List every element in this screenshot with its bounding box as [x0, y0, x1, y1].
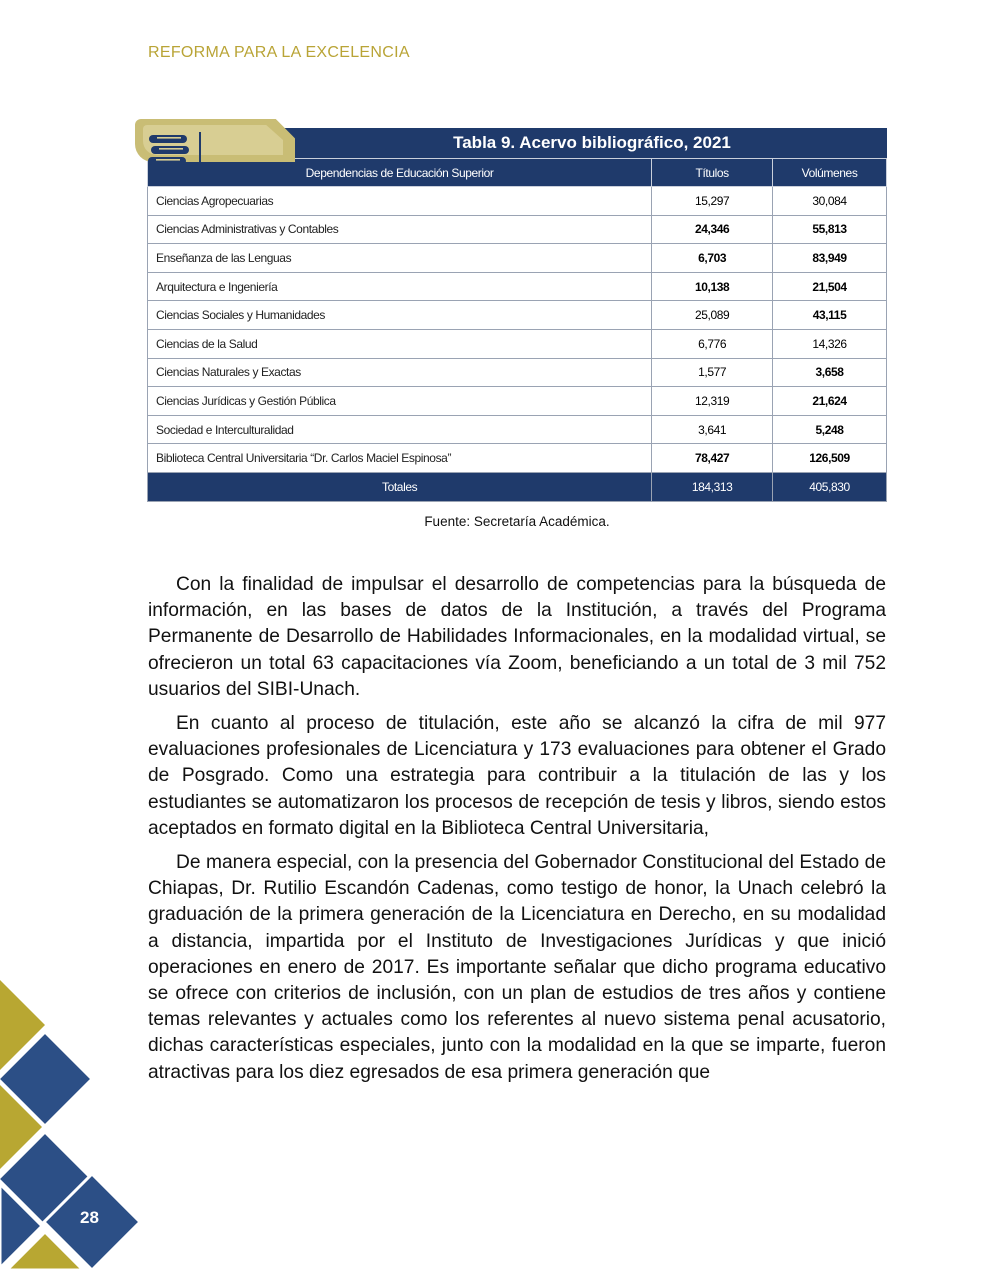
body-text — [148, 572, 886, 1094]
table-row — [148, 444, 887, 473]
table-row — [148, 215, 887, 244]
column-header-dependencias: Dependencias de Educación Superior — [148, 159, 652, 187]
table-row — [148, 358, 887, 387]
totals-label-cell: Totales — [148, 472, 652, 501]
table-header-row — [148, 159, 887, 187]
running-header: REFORMA PARA LA EXCELENCIA — [148, 44, 410, 61]
volumenes-cell: 21,504 — [773, 272, 887, 301]
titulos-cell: 10,138 — [652, 272, 773, 301]
titulos-cell: 25,089 — [652, 301, 773, 330]
paragraph: En cuanto al proceso de titulación, este año se alcanzó la cifra de mil 977 evaluaciones profesionales de Licenciatura y 173 evaluaciones para obtener el Grado de Posgrado. Como una estrategia para contribuir a la titulación de las y los estudiantes se automatizaron los procesos de recepción de tesis y libros, siendo estos aceptados en formato digital en la Biblioteca Central Universitaria, — [148, 713, 886, 839]
totals-titulos-cell: 184,313 — [652, 472, 773, 501]
volumenes-cell: 55,813 — [773, 215, 887, 244]
table-row — [148, 272, 887, 301]
table-source: Fuente: Secretaría Académica. — [424, 514, 610, 529]
volumenes-cell: 43,115 — [773, 301, 887, 330]
table-row — [148, 329, 887, 358]
volumenes-cell: 5,248 — [773, 415, 887, 444]
table-title-bar — [147, 128, 887, 158]
bibliographic-table — [147, 158, 887, 502]
titulos-cell: 6,776 — [652, 329, 773, 358]
titulos-cell: 15,297 — [652, 187, 773, 216]
volumenes-cell: 14,326 — [773, 329, 887, 358]
bibliographic-table-block — [147, 128, 887, 502]
paragraph: De manera especial, con la presencia del Gobernador Constitucional del Estado de Chiapas, Dr. Rutilio Escandón Cadenas, como testigo de honor, la Unach celebró la graduación de la primera generación de la Licenciatura en Derecho, en su modalidad a distancia, impartida por el Instituto de Investigaciones Jurídicas y que inició operaciones en enero de 2017. Es importante señalar que dicho programa educativo se ofrece con criterios de inclusión, con un plan de estudios de tres años y contiene temas relevantes y actuales como los referentes al nuevo sistema penal acusatorio, dichas características especiales, junto con la modalidad en la que se imparte, fueron atractivas para los diez egresados de esa primera generación que — [148, 852, 886, 1083]
volumenes-cell: 126,509 — [773, 444, 887, 473]
table-row — [148, 187, 887, 216]
paragraph: Con la finalidad de impulsar el desarrollo de competencias para la búsqueda de información, en las bases de datos de la Institución, a través del Programa Permanente de Desarrollo de Habilidades Informacionales, en la modalidad virtual, se ofrecieron un total 63 capacitaciones vía Zoom, beneficiando a un total de 3 mil 752 usuarios del SIBI-Unach. — [148, 574, 886, 700]
titulos-cell: 24,346 — [652, 215, 773, 244]
column-header-volumenes: Volúmenes — [773, 159, 887, 187]
dependencia-cell: Ciencias Administrativas y Contables — [148, 215, 652, 244]
titulos-cell: 12,319 — [652, 387, 773, 416]
dependencia-cell: Ciencias Sociales y Humanidades — [148, 301, 652, 330]
volumenes-cell: 83,949 — [773, 244, 887, 273]
table-title: Tabla 9. Acervo bibliográfico, 2021 — [453, 133, 731, 152]
dependencia-cell: Ciencias Jurídicas y Gestión Pública — [148, 387, 652, 416]
dependencia-cell: Enseñanza de las Lenguas — [148, 244, 652, 273]
titulos-cell: 6,703 — [652, 244, 773, 273]
titulos-cell: 1,577 — [652, 358, 773, 387]
volumenes-cell: 3,658 — [773, 358, 887, 387]
totals-volumenes-cell: 405,830 — [773, 472, 887, 501]
corner-diamond-decoration — [0, 980, 150, 1270]
table-row — [148, 415, 887, 444]
dependencia-cell: Biblioteca Central Universitaria “Dr. Carlos Maciel Espinosa” — [148, 444, 652, 473]
dependencia-cell: Ciencias Naturales y Exactas — [148, 358, 652, 387]
titulos-cell: 3,641 — [652, 415, 773, 444]
column-header-titulos: Títulos — [652, 159, 773, 187]
books-icon — [148, 130, 192, 168]
table-row — [148, 387, 887, 416]
badge-divider — [199, 132, 201, 166]
dependencia-cell: Ciencias de la Salud — [148, 329, 652, 358]
page-number: 28 — [80, 1208, 99, 1227]
table-row — [148, 301, 887, 330]
volumenes-cell: 30,084 — [773, 187, 887, 216]
volumenes-cell: 21,624 — [773, 387, 887, 416]
titulos-cell: 78,427 — [652, 444, 773, 473]
table-row — [148, 244, 887, 273]
totals-row — [148, 472, 887, 501]
dependencia-cell: Arquitectura e Ingeniería — [148, 272, 652, 301]
dependencia-cell: Sociedad e Interculturalidad — [148, 415, 652, 444]
dependencia-cell: Ciencias Agropecuarias — [148, 187, 652, 216]
